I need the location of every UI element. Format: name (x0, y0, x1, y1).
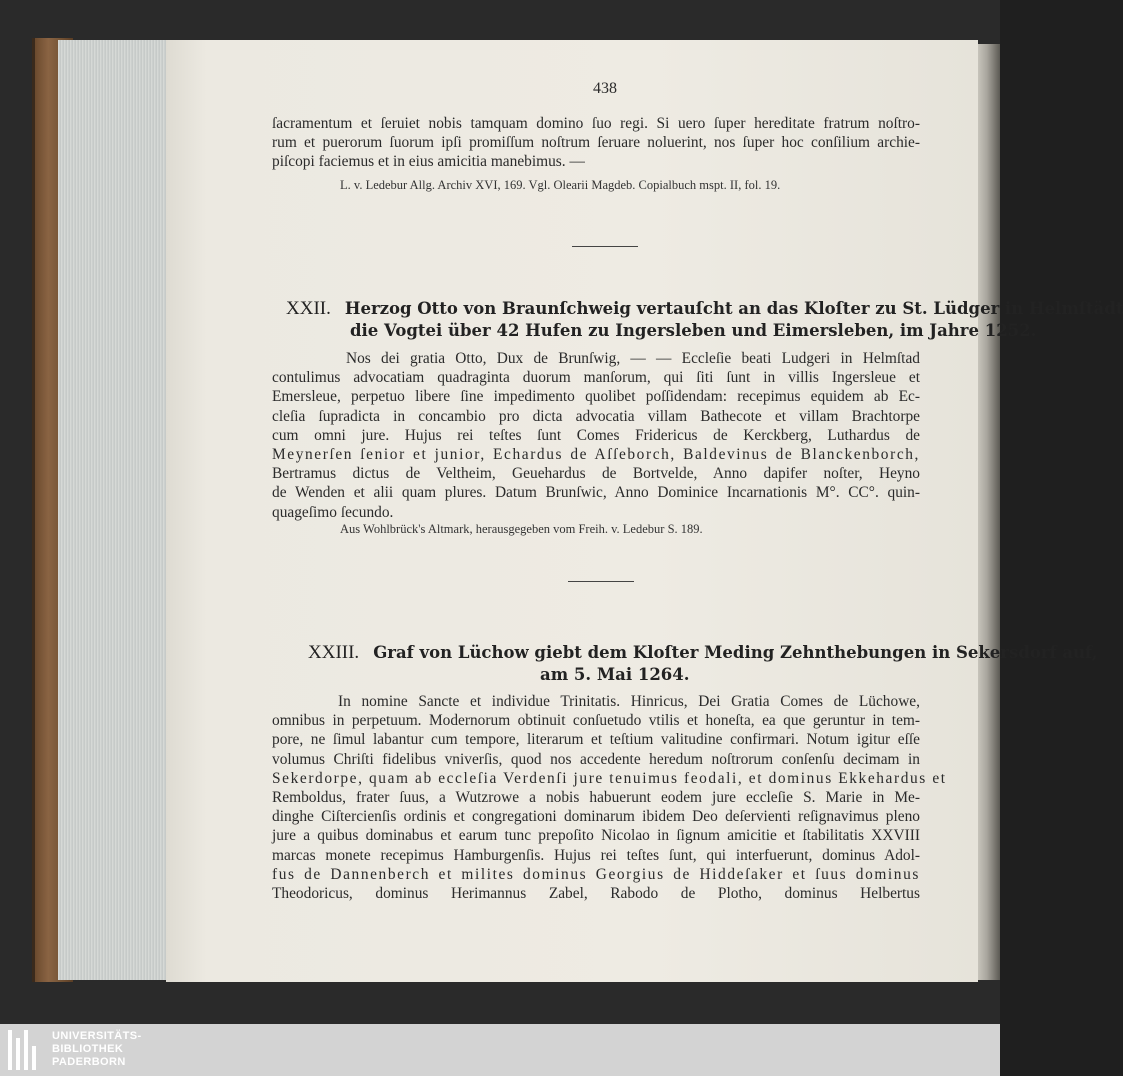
text-line: contulimus advocatiam quadraginta duorum manſorum, qui ſiti ſunt in villis Ingersleue et (272, 369, 920, 387)
text-line: rum et puerorum ſuorum ipſi promiſſum noſtrum ſeruare noluerint, nos ſuper hoc conſilium archie- (272, 134, 920, 152)
text-line: Nos dei gratia Otto, Dux de Brunſwig, — — Eccleſie beati Ludgeri in Helmſtad (346, 350, 920, 367)
section-divider (568, 581, 634, 582)
text-line: In nomine Sancte et individue Trinitatis. Hinricus, Dei Gratia Comes de Lüchowe, (338, 693, 920, 710)
text-line: Bertramus dictus de Veltheim, Geuehardus de Bortvelde, Anno dapifer noſter, Heyno (272, 465, 920, 483)
section-22-heading (286, 298, 1123, 320)
text-line: Emersleue, perpetuo libere ſine impedimento quolibet poſſidendam: recepimus equidem ab Ec- (272, 388, 920, 406)
section-22-body (272, 349, 920, 522)
text-line: jure a quibus dominabus et earum tunc prepoſito Nicolao in ſignum amicitie et ſtabilitatis XXVIII (272, 827, 920, 845)
library-name-line3: PADERBORN (52, 1056, 126, 1068)
library-logo-icon (8, 1030, 42, 1070)
library-name-line1: UNIVERSITÄTS- (52, 1030, 142, 1042)
text-line: Meynerſen ſenior et junior, Echardus de Aſſeborch, Baldevinus de Blanckenborch, (272, 446, 920, 464)
text-line: de Wenden et alii quam plures. Datum Brunſwic, Anno Dominice Incarnationis M°. CC°. quin- (272, 484, 920, 502)
text-line: Remboldus, frater ſuus, a Wutzrowe a nobis habuerunt eodem jure eccleſie S. Marie in Me- (272, 789, 920, 807)
text-line: cum omni jure. Hujus rei teſtes ſunt Comes Fridericus de Kerckberg, Luthardus de (272, 426, 920, 444)
section-23-title-line2: am 5. Mai 1264. (540, 665, 690, 684)
section-23-heading (308, 642, 1098, 664)
section-23-body (272, 692, 947, 903)
page-edges (58, 40, 171, 980)
section-divider (572, 246, 638, 247)
text-line: cleſia ſupradicta in concambio pro dicta advocatia villam Bathecote et villam Brachtorpe (272, 407, 920, 425)
library-footer-bar (0, 1024, 1000, 1076)
text-line: marcas monete recepimus Hamburgenſis. Hujus rei teſtes ſunt, qui interfuerunt, dominus Adol- (272, 846, 920, 864)
section-22-reference: Aus Wohlbrück's Altmark, herausgegeben vom Freih. v. Ledebur S. 189. (340, 522, 703, 536)
text-line: omnibus in perpetuum. Modernorum obtinuit conſuetudo vtilis et honeſta, ea que geruntur in tem- (272, 712, 920, 730)
section-23-number: XXIII. (308, 642, 360, 663)
text-line: Theodoricus, dominus Herimannus Zabel, Rabodo de Plotho, dominus Helbertus (272, 885, 920, 903)
top-reference: L. v. Ledebur Allg. Archiv XVI, 169. Vgl. Olearii Magdeb. Copialbuch mspt. II, fol. 19. (340, 178, 781, 192)
text-line: ſacramentum et ſeruiet nobis tamquam domino ſuo regi. Si uero ſuper hereditate fratrum noſtro- (272, 115, 920, 132)
section-22-number: XXII. (286, 298, 331, 319)
page-number: 438 (593, 80, 617, 97)
text-line: pore, ne ſimul labantur cum tempore, literarum et teſtium valitudine confirmari. Notum igitur eſſe (272, 731, 920, 749)
text-line: volumus Chriſti fidelibus vniverſis, quod nos accedente heredum noſtrorum conſenſu decimam in (272, 750, 920, 768)
text-line: quageſimo ſecundo. (272, 503, 394, 521)
library-name-line2: BIBLIOTHEK (52, 1043, 124, 1055)
section-22-title-line2: die Vogtei über 42 Hufen zu Ingersleben und Eimersleben, im Jahre 1252. (350, 321, 1037, 340)
text-line: piſcopi faciemus et in eius amicitia manebimus. — (272, 153, 585, 171)
facing-page-edge (978, 44, 1000, 980)
top-paragraph (272, 114, 920, 172)
section-22-title-line1: Herzog Otto von Braunſchweig vertauſcht an das Kloſter zu St. Lüdger in Helmſtädt (344, 299, 1123, 318)
text-line: fus de Dannenberch et milites dominus Georgius de Hiddeſaker et ſuus dominus (272, 865, 920, 883)
text-line: dinghe Ciſtercienſis ordinis et congregationi dominarum ibidem Deo deſervienti reſignavimus pleno (272, 808, 920, 826)
section-23-title-line1: Graf von Lüchow giebt dem Kloſter Meding Zehnthebungen in Sekersdorf auf, (373, 643, 1098, 662)
text-line: Sekerdorpe, quam ab eccleſia Verdenſi jure tenuimus feodali, et dominus Ekkehardus et (272, 769, 947, 787)
